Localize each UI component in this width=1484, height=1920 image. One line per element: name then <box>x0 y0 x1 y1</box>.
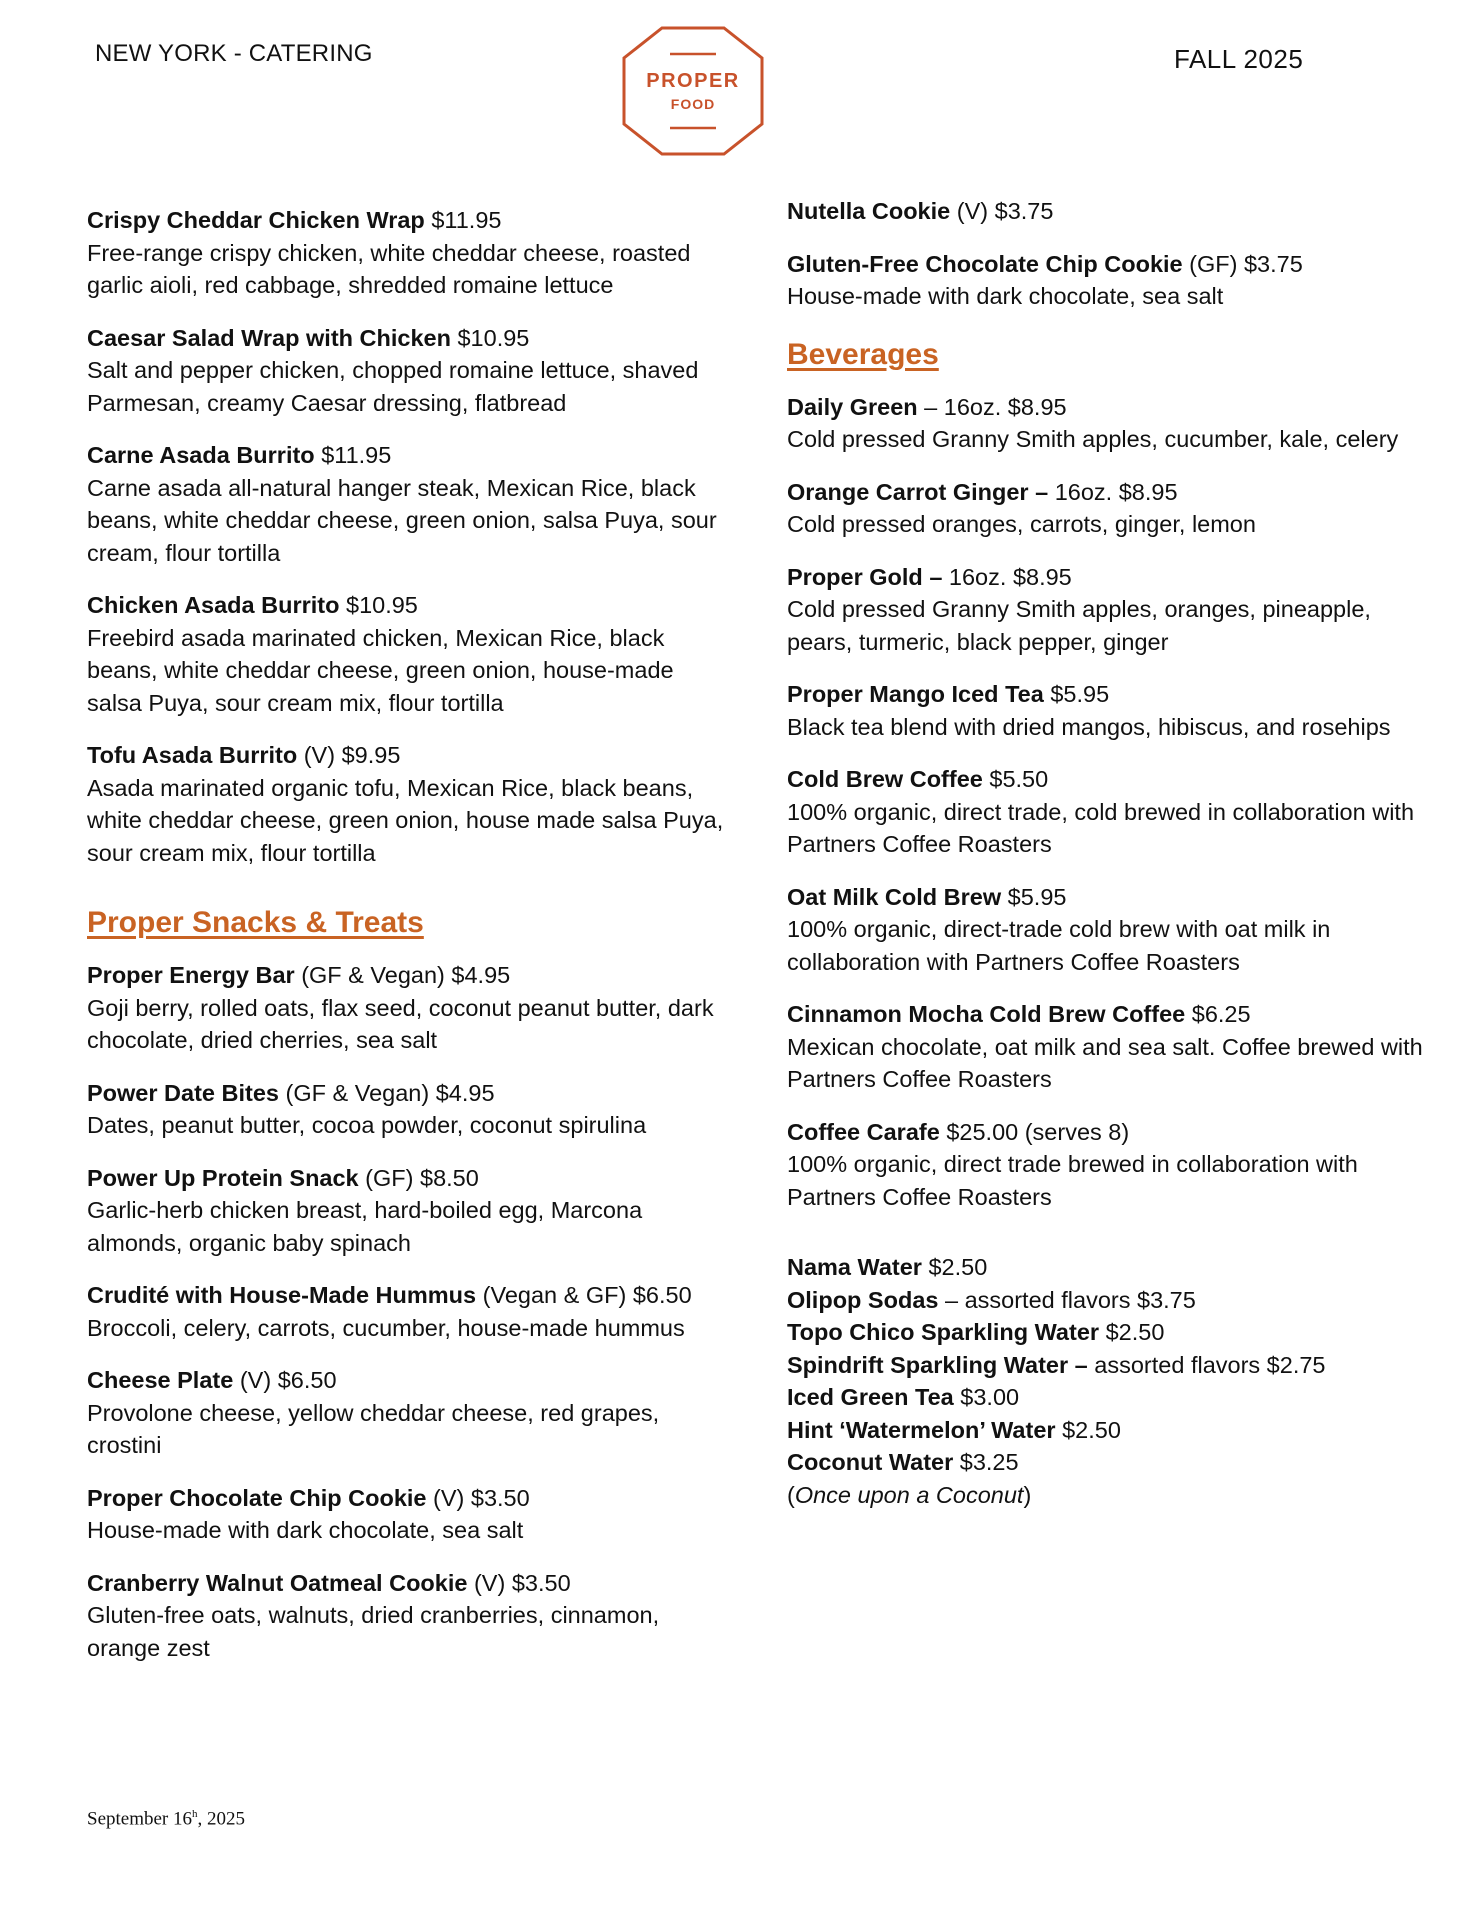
menu-item-description: House-made with dark chocolate, sea salt <box>787 283 1224 309</box>
menu-item <box>87 959 727 1057</box>
menu-item-line <box>787 561 1427 594</box>
menu-item-description: Carne asada all-natural hanger steak, Mexican Rice, black beans, white cheddar cheese, green onion, salsa Puya, sour cream, flour tortilla <box>87 474 717 566</box>
menu-item-line <box>787 195 1427 228</box>
right-column <box>787 195 1427 1511</box>
menu-item-description: Freebird asada marinated chicken, Mexican Rice, black beans, white cheddar cheese, green onion, house-made salsa Puya, sour cream mix, flour tortilla <box>87 624 674 716</box>
menu-item-price: 16oz. $8.95 <box>948 563 1072 590</box>
menu-item-price: $5.50 <box>989 766 1049 792</box>
menu-item-tag: (GF) <box>365 1164 414 1191</box>
menu-item-tag: (V) <box>433 1484 465 1511</box>
menu-item <box>787 881 1427 979</box>
menu-item-price: $5.95 <box>1007 883 1067 910</box>
menu-item-line <box>87 1077 727 1110</box>
menu-item-tag: (GF & Vegan) <box>285 1079 430 1106</box>
menu-item <box>87 1567 727 1665</box>
beverage-name: Spindrift Sparkling Water – <box>787 1351 1088 1378</box>
menu-item-price: $11.95 <box>321 442 392 468</box>
menu-item <box>787 678 1427 743</box>
menu-item-name: Crudité with House-Made Hummus <box>87 1282 477 1308</box>
menu-item-description: Asada marinated organic tofu, Mexican Rice, black beans, white cheddar cheese, green onion, house made salsa Puya, sour cream mix, flour tortilla <box>87 774 724 866</box>
beverages-section-title: Beverages <box>787 337 939 371</box>
menu-item-price: 16oz. $8.95 <box>1054 478 1178 505</box>
snacks-section-title: Proper Snacks & Treats <box>87 906 424 939</box>
menu-item-tag: (V) <box>303 742 336 768</box>
menu-item-line <box>87 1364 727 1397</box>
menu-item-description: Cold pressed Granny Smith apples, oranges, pineapple, pears, turmeric, black pepper, ginger <box>787 596 1371 655</box>
menu-item-description: Black tea blend with dried mangos, hibiscus, and rosehips <box>787 713 1391 740</box>
menu-item-price: $10.95 <box>346 592 418 618</box>
menu-item-description: Provolone cheese, yellow cheddar cheese, red grapes, crostini <box>87 1399 660 1458</box>
beverage-price: $2.50 <box>921 1254 988 1280</box>
menu-item <box>787 1116 1427 1214</box>
menu-item <box>87 1279 727 1344</box>
menu-item-tag: (V) <box>473 1569 506 1596</box>
snacks-list <box>87 959 727 1664</box>
beverage-price: $2.50 <box>1055 1416 1121 1443</box>
simple-beverages-list <box>787 1251 1427 1511</box>
menu-item <box>87 1162 727 1260</box>
menu-item <box>87 1482 727 1547</box>
beverage-note: (Once upon a Coconut) <box>787 1481 1032 1508</box>
menu-item-name: Cheese Plate <box>87 1367 234 1393</box>
menu-item-price: 16oz. $8.95 <box>943 393 1067 420</box>
beverage-row <box>787 1316 1427 1349</box>
left-column <box>87 204 727 1684</box>
menu-item-line <box>787 476 1427 509</box>
beverage-row <box>787 1381 1427 1414</box>
beverage-price: assorted flavors $2.75 <box>1087 1351 1326 1378</box>
menu-item-line <box>87 739 727 772</box>
menu-item <box>787 561 1427 659</box>
menu-item <box>787 763 1427 861</box>
menu-item-line <box>787 248 1427 281</box>
menu-item-price: $6.50 <box>632 1282 692 1308</box>
beverage-row <box>787 1414 1427 1447</box>
menu-item <box>87 1364 727 1462</box>
menu-item-name: Cinnamon Mocha Cold Brew Coffee <box>787 1001 1186 1027</box>
beverage-price: $3.00 <box>953 1384 1020 1410</box>
menu-item-line <box>787 678 1427 711</box>
menu-item-name: Gluten-Free Chocolate Chip Cookie <box>787 250 1183 277</box>
proper-food-logo <box>620 24 766 158</box>
menu-item-line <box>787 881 1427 914</box>
menu-item-name: Power Up Protein Snack <box>87 1164 359 1191</box>
menu-item-price: $9.95 <box>341 742 401 768</box>
menu-item-name: Nutella Cookie <box>787 198 951 224</box>
beverage-name: Nama Water <box>787 1254 922 1280</box>
beverage-note-text: Once upon a Coconut <box>794 1481 1024 1508</box>
menu-item-line <box>787 391 1427 424</box>
menu-item-description: Cold pressed oranges, carrots, ginger, lemon <box>787 511 1256 537</box>
menu-item-name: Orange Carrot Ginger – <box>787 478 1049 505</box>
menu-item-price: $3.50 <box>470 1484 530 1511</box>
menu-item-price: $10.95 <box>457 324 530 351</box>
menu-item-name: Chicken Asada Burrito <box>87 592 340 618</box>
menu-item-name: Carne Asada Burrito <box>87 442 315 468</box>
menu-item-tag: (V) <box>956 198 989 224</box>
beverage-row <box>787 1349 1427 1382</box>
menu-item-description: 100% organic, direct trade, cold brewed in collaboration with Partners Coffee Roasters <box>787 798 1415 857</box>
beverage-row <box>787 1251 1427 1284</box>
svg-text:FOOD: FOOD <box>670 96 716 112</box>
beverage-price: $2.50 <box>1099 1319 1165 1345</box>
menu-item-name: Proper Chocolate Chip Cookie <box>87 1484 427 1511</box>
menu-item-price: $6.25 <box>1191 1001 1251 1027</box>
menu-item-description: 100% organic, direct-trade cold brew with oat milk in collaboration with Partners Coffee Roasters <box>787 916 1331 975</box>
menu-item-name: Proper Mango Iced Tea <box>787 681 1044 707</box>
menu-item-description: 100% organic, direct trade brewed in collaboration with Partners Coffee Roasters <box>787 1151 1358 1210</box>
menu-item <box>87 204 727 302</box>
menu-item-tag: (GF) <box>1189 250 1238 277</box>
menu-item-description: Cold pressed Granny Smith apples, cucumber, kale, celery <box>787 426 1399 452</box>
footer-date-year: , 2025 <box>197 1808 246 1830</box>
menu-item-line <box>787 1116 1427 1149</box>
menu-item-description: Broccoli, celery, carrots, cucumber, house-made hummus <box>87 1314 685 1341</box>
entrees-list <box>87 204 727 869</box>
menu-item-name: Proper Energy Bar <box>87 962 295 988</box>
menu-item <box>87 1077 727 1142</box>
footer-date-sup: h <box>192 1808 198 1820</box>
beverage-row <box>787 1446 1427 1479</box>
beverage-name: Hint ‘Watermelon’ Water <box>787 1416 1056 1443</box>
menu-item-description: Dates, peanut butter, cocoa powder, coconut spirulina <box>87 1112 647 1138</box>
menu-item-name: Cold Brew Coffee <box>787 766 983 792</box>
menu-item-price: $3.75 <box>994 198 1054 224</box>
menu-item-line <box>87 439 727 472</box>
menu-item-line <box>87 1567 727 1600</box>
menu-item-sep: – <box>917 393 944 420</box>
menu-item-line <box>87 1279 727 1312</box>
menu-item-line <box>87 1482 727 1515</box>
beverage-name: Coconut Water <box>787 1449 954 1475</box>
footer-date <box>87 1808 245 1830</box>
menu-item-line <box>87 959 727 992</box>
menu-item <box>787 248 1427 313</box>
menu-item-name: Tofu Asada Burrito <box>87 742 298 768</box>
season-label: FALL 2025 <box>1174 44 1304 74</box>
menu-item-line <box>787 763 1427 796</box>
menu-item-description: Garlic-herb chicken breast, hard-boiled egg, Marcona almonds, organic baby spinach <box>87 1197 643 1256</box>
menu-item-name: Proper Gold – <box>787 563 943 590</box>
beverage-name: Olipop Sodas <box>787 1286 939 1313</box>
menu-item-description: Free-range crispy chicken, white cheddar cheese, roasted garlic aioli, red cabbage, shredded romaine lettuce <box>87 239 691 298</box>
cookies-list <box>787 195 1427 313</box>
footer-date-main: September 16 <box>87 1808 193 1830</box>
beverage-name: Iced Green Tea <box>787 1384 954 1410</box>
menu-item-line <box>87 589 727 622</box>
menu-item <box>787 998 1427 1096</box>
svg-text:PROPER: PROPER <box>646 70 740 92</box>
menu-item-name: Crispy Cheddar Chicken Wrap <box>87 207 425 233</box>
menu-item-name: Cranberry Walnut Oatmeal Cookie <box>87 1569 468 1596</box>
beverage-row <box>787 1284 1427 1317</box>
menu-item-name: Daily Green <box>787 393 918 420</box>
menu-item-line <box>87 1162 727 1195</box>
menu-item-line <box>87 204 727 237</box>
menu-item-description: Mexican chocolate, oat milk and sea salt. Coffee brewed with Partners Coffee Roasters <box>787 1033 1423 1092</box>
beverages-list <box>787 391 1427 1214</box>
menu-item-description: Goji berry, rolled oats, flax seed, coconut peanut butter, dark chocolate, dried cherries, sea salt <box>87 994 714 1053</box>
beverage-price: $3.25 <box>953 1449 1019 1475</box>
menu-item-tag: (Vegan & GF) <box>482 1282 627 1308</box>
menu-item-price: $6.50 <box>277 1367 337 1393</box>
menu-item-line <box>787 998 1427 1031</box>
menu-item-description: Salt and pepper chicken, chopped romaine lettuce, shaved Parmesan, creamy Caesar dressing, flatbread <box>87 357 699 416</box>
menu-item-name: Oat Milk Cold Brew <box>787 883 1002 910</box>
menu-item <box>87 322 727 420</box>
beverage-name: Topo Chico Sparkling Water <box>787 1319 1100 1345</box>
menu-item-price: $11.95 <box>431 207 502 233</box>
menu-item-price: $3.75 <box>1243 250 1303 277</box>
menu-item <box>87 739 727 869</box>
menu-item <box>787 476 1427 541</box>
menu-item-price: $5.95 <box>1050 681 1110 707</box>
beverage-price: – assorted flavors $3.75 <box>938 1286 1196 1313</box>
menu-item-price: $4.95 <box>451 962 511 988</box>
menu-item-description: Gluten-free oats, walnuts, dried cranberries, cinnamon, orange zest <box>87 1602 660 1661</box>
menu-item-tag: (V) <box>239 1367 272 1393</box>
menu-item-price: $8.50 <box>420 1164 479 1191</box>
menu-item <box>87 589 727 719</box>
menu-item-price: $3.50 <box>511 1569 571 1596</box>
menu-item <box>87 439 727 569</box>
menu-item <box>787 195 1427 228</box>
menu-item-price: $4.95 <box>435 1079 495 1106</box>
location-label: NEW YORK - CATERING <box>95 40 373 67</box>
menu-item-name: Power Date Bites <box>87 1079 279 1106</box>
menu-item-name: Coffee Carafe <box>787 1118 940 1145</box>
menu-item-name: Caesar Salad Wrap with Chicken <box>87 324 451 351</box>
menu-item-description: House-made with dark chocolate, sea salt <box>87 1517 524 1543</box>
menu-item <box>787 391 1427 456</box>
menu-item-line <box>87 322 727 355</box>
menu-item-price: $25.00 (serves 8) <box>946 1118 1130 1145</box>
menu-item-tag: (GF & Vegan) <box>301 962 445 988</box>
